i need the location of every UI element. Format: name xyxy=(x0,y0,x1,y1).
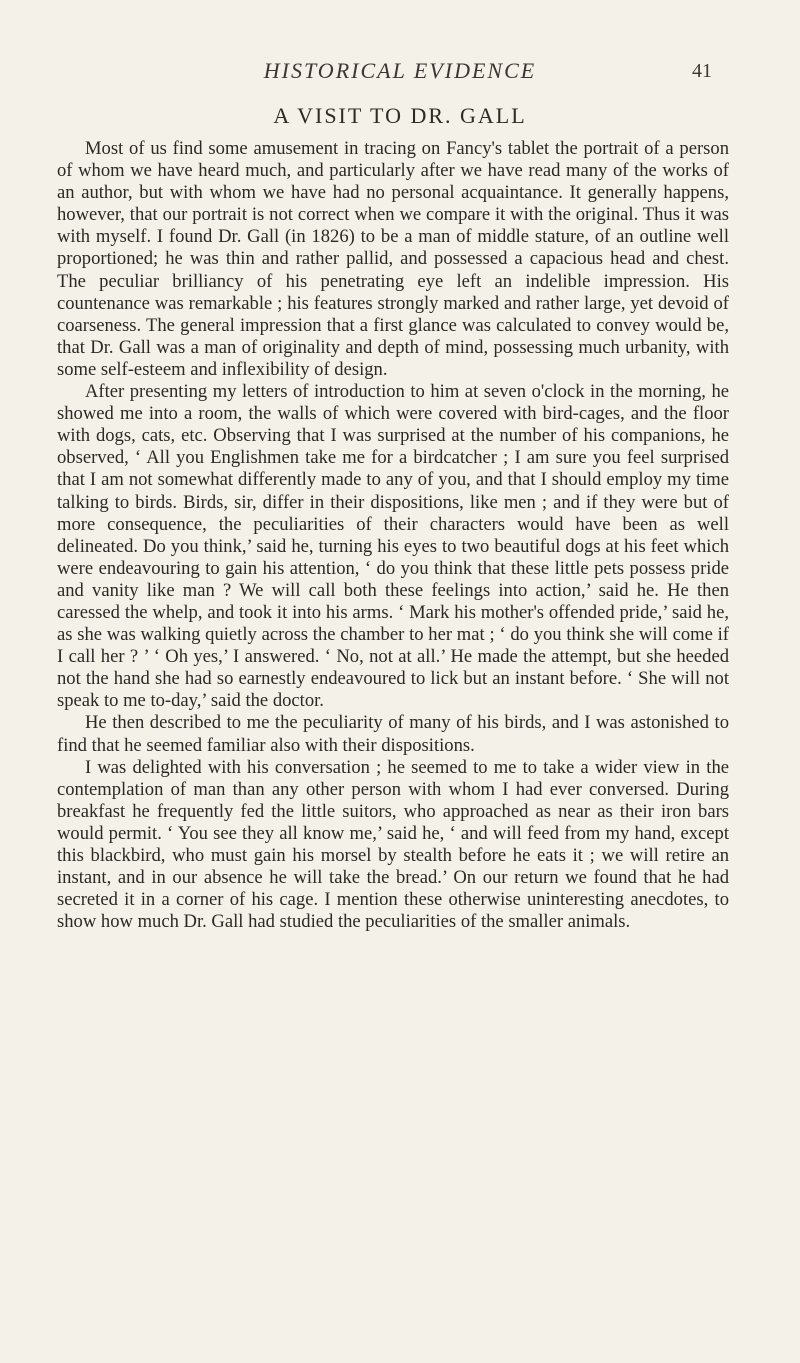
paragraph-conversation: I was delighted with his conversation ; he seemed to me to take a wider view in the contemplation of man than any other person with whom I had ever conversed. During breakfast he frequently fed the little suitors, who approached as near as their iron bars would permit. ‘ You see they all know me,’ said he, ‘ and will feed from my hand, except this blackbird, who must gain his morsel by stealth before he eats it ; we will retire an instant, and in our absence he will take the bread.’ On our return we found that he had secreted it in a corner of his cage. I mention these otherwise uninteresting anecdotes, to show how much Dr. Gall had studied the peculiarities of the smaller animals. xyxy=(57,756,729,933)
chapter-title: A VISIT TO DR. GALL xyxy=(273,103,527,128)
running-head xyxy=(0,58,800,88)
paragraph-description: Most of us find some amusement in tracing on Fancy's tablet the portrait of a person of whom we have heard much, and particularly after we have read many of the works of an author, but with whom we have had no personal acquaintance. It generally happens, however, that our portrait is not correct when we compare it with the original. Thus it was with myself. I found Dr. Gall (in 1826) to be a man of middle stature, of an outline well proportioned; he was thin and rather pallid, and possessed a capacious head and chest. The peculiar brilliancy of his penetrating eye left an indelible impression. His countenance was remarkable ; his features strongly marked and rather large, yet devoid of coarseness. The general impression that a first glance was calculated to convey would be, that Dr. Gall was a man of originality and depth of mind, possessing much urbanity, with some self-esteem and inflexibility of design. xyxy=(57,138,729,380)
page-number: 41 xyxy=(692,60,712,82)
paragraph-birds: He then described to me the peculiarity of many of his birds, and I was astonished to find that he seemed familiar also with their dispositions. xyxy=(57,712,729,756)
paragraph-visit: After presenting my letters of introduction to him at seven o'clock in the morning, he showed me into a room, the walls of which were covered with bird-cages, and the floor with dogs, cats, etc. Observing that I was surprised at the number of his companions, he observed, ‘ All you Englishmen take me for a birdcatcher ; I am sure you feel surprised that I am not somewhat differently made to any of you, and that I should employ my time talking to birds. Birds, sir, differ in their dispositions, like men ; and if they were but of more consequence, the peculiarities of their characters would have been as well delineated. Do you think,’ said he, turning his eyes to two beautiful dogs at his feet which were endeavouring to gain his attention, ‘ do you think that these little pets possess pride and vanity like man ? We will call both these feelings into action,’ said he. He then caressed the whelp, and took it into his arms. ‘ Mark his mother's offended pride,’ said he, as she was walking quietly across the chamber to her mat ; ‘ do you think she will come if I call her ? ’ ‘ Oh yes,’ I answered. ‘ No, not at all.’ He made the attempt, but she heeded not the hand she had so earnestly endeavoured to lick but an instant before. ‘ She will not speak to me to-day,’ said the doctor. xyxy=(57,381,729,712)
article-body xyxy=(57,138,729,933)
running-title: HISTORICAL EVIDENCE xyxy=(263,58,537,83)
